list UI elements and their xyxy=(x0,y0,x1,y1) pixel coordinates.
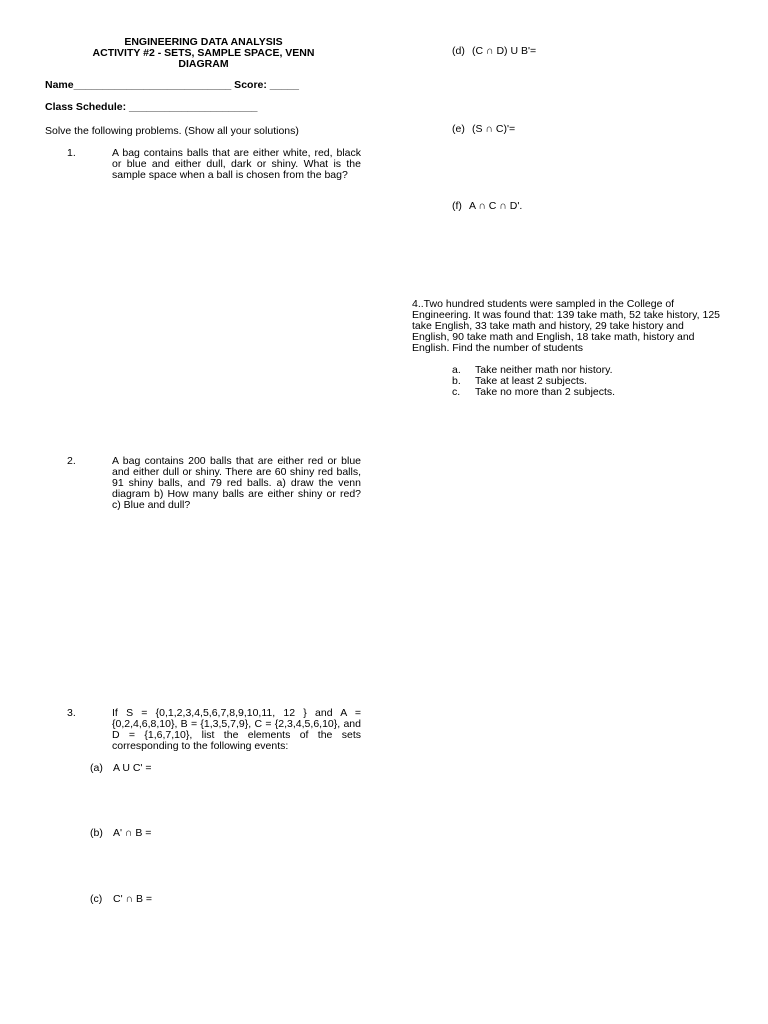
part-d-text: (C ∩ D) U B'= xyxy=(472,45,537,57)
part-b-label: (b) xyxy=(90,827,103,839)
problem-2-text: A bag contains 200 balls that are either red or blue and either dull or shiny. There are 60 shiny red balls, 91 shiny balls, and 79 red balls. a) draw the venn diagram b) How many balls are either shiny or red? c) Blue and dull? xyxy=(112,455,361,511)
problem-2-number: 2. xyxy=(67,455,76,467)
instructions: Solve the following problems. (Show all your solutions) xyxy=(45,125,299,137)
item-a-label: a. xyxy=(452,364,461,376)
problem-4-number: 4. xyxy=(412,298,421,310)
part-e-label: (e) xyxy=(452,123,465,135)
part-a-label: (a) xyxy=(90,762,103,774)
item-b-label: b. xyxy=(452,375,461,387)
class-schedule-line: Class Schedule: ______________________ xyxy=(45,101,258,113)
part-d-label: (d) xyxy=(452,45,465,57)
problem-3-number: 3. xyxy=(67,707,76,719)
part-c-text: C' ∩ B = xyxy=(113,893,153,905)
item-b-text: Take at least 2 subjects. xyxy=(475,375,588,387)
problem-4 xyxy=(412,299,722,354)
problem-4-text: .Two hundred students were sampled in the College of Engineering. It was found that: 139 take math, 52 take history, 125 take English, 33 take math and history, 29 take history and English, 90 take math and English, 18 take math, history and English. Find the number of students xyxy=(412,298,720,354)
title-line-2: ACTIVITY #2 - SETS, SAMPLE SPACE, VENN xyxy=(92,47,315,59)
problem-1-number: 1. xyxy=(67,147,76,159)
item-a-text: Take neither math nor history. xyxy=(475,364,613,376)
part-f-label: (f) xyxy=(452,200,462,212)
page-title xyxy=(45,37,362,70)
item-c-text: Take no more than 2 subjects. xyxy=(475,386,616,398)
title-line-1: ENGINEERING DATA ANALYSIS xyxy=(124,36,283,48)
title-line-3: DIAGRAM xyxy=(178,58,229,70)
name-score-line: Name___________________________ Score: _____ xyxy=(45,79,299,91)
part-c-label: (c) xyxy=(90,893,103,905)
part-a-text: A U C' = xyxy=(113,762,152,774)
part-f-text: A ∩ C ∩ D'. xyxy=(469,200,523,212)
part-b-text: A' ∩ B = xyxy=(113,827,152,839)
problem-1-text: A bag contains balls that are either white, red, black or blue and either dull, dark or shiny. What is the sample space when a ball is chosen from the bag? xyxy=(112,147,361,181)
part-e-text: (S ∩ C)'= xyxy=(472,123,516,135)
item-c-label: c. xyxy=(452,386,461,398)
problem-3-text: If S = {0,1,2,3,4,5,6,7,8,9,10,11, 12 } and A = {0,2,4,6,8,10}, B = {1,3,5,7,9}, C = {2,3,4,5,6,10}, and D = {1,6,7,10}, list the elements of the sets corresponding to the following events: xyxy=(112,707,361,752)
